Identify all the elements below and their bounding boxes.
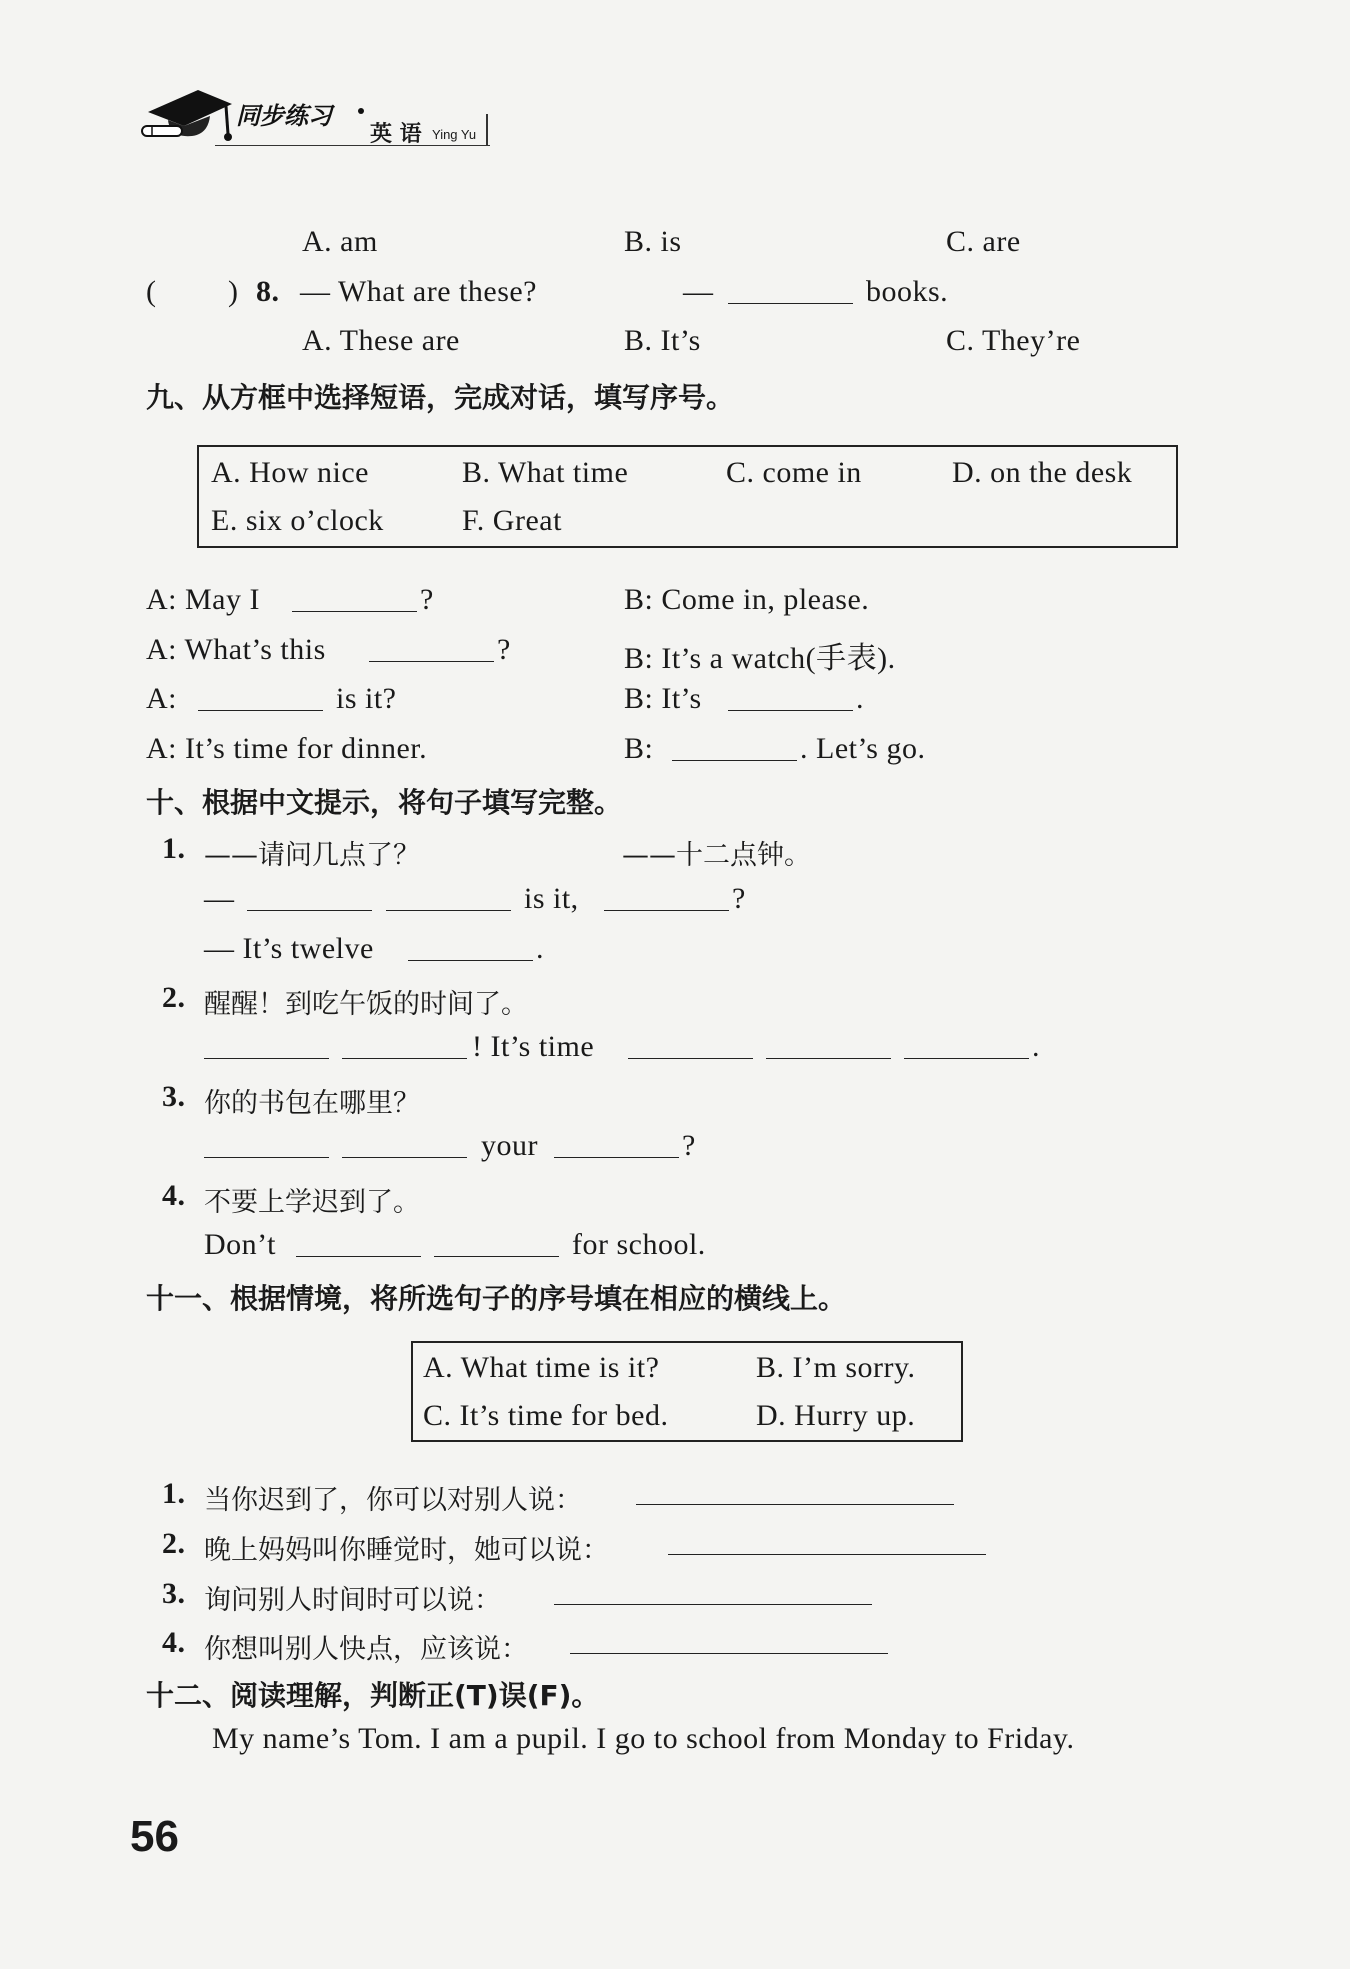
s10-q1-end: ? [732,882,746,915]
s11-item-number: 4. [162,1626,186,1659]
page-number: 56 [130,1812,179,1861]
dialog-blank[interactable] [369,635,494,667]
s10-blank[interactable] [604,884,729,916]
s11-answer-line[interactable] [554,1578,872,1610]
s10-blank[interactable] [342,1032,467,1064]
s10-blank[interactable] [408,934,533,966]
q7-option-c: C. are [946,225,1021,258]
graduation-cap-icon [140,82,236,152]
dialog-b-text: B: [624,732,654,765]
dialog-a-text: A: What’s this [146,633,326,666]
q8-number: 8. [256,275,280,308]
dialog-a-text: A: [146,682,177,715]
s10-blank[interactable] [204,1131,329,1163]
q8-question: — What are these? [300,275,538,308]
header-underline [215,145,490,146]
dialog-b-text: B: It’s [624,682,702,715]
s10-q1-line2: — It’s twelve [204,932,374,965]
s10-blank[interactable] [296,1230,421,1262]
phrase-option: D. on the desk [952,456,1133,489]
dialog-a-text: A: It’s time for dinner. [146,732,428,765]
q7-option-a: A. am [302,225,378,258]
q8-option-c: C. They’re [946,324,1081,357]
dialog-a-end: ? [420,583,434,616]
s10-blank[interactable] [434,1230,559,1262]
q8-paren-open: ( [146,275,157,308]
section9-title: 九、从方框中选择短语，完成对话，填写序号。 [146,381,735,414]
s10-q2-mid: ! It’s time [472,1030,595,1063]
s11-answer-line[interactable] [636,1478,954,1510]
dialog-b-end: . Let’s go. [800,732,926,765]
dialog-a-end: ? [497,633,511,666]
s10-q3-number: 3. [162,1080,186,1113]
s10-q4-start: Don’t [204,1228,276,1261]
header-dot [358,108,364,114]
s11-item-text: 你想叫别人快点，应该说： [204,1634,528,1665]
s11-item-text: 询问别人时间时可以说： [204,1585,501,1616]
s10-q1-prompt: ——请问几点了？ [204,840,420,871]
phrase-option: C. come in [726,456,862,489]
q8-dash: — [683,275,714,308]
subject-label: 英 语 [370,122,422,147]
s11-item-number: 2. [162,1527,186,1560]
section10-title: 十、根据中文提示，将句子填写完整。 [146,786,623,819]
s11-answer-line[interactable] [668,1528,986,1560]
section11-sentence-box [411,1341,963,1442]
s11-item-number: 1. [162,1477,186,1510]
s10-q1-line2-end: . [536,932,544,965]
s11-item-text: 晚上妈妈叫你睡觉时，她可以说： [204,1535,609,1566]
dialog-b-text: B: It’s a watch(手表). [624,642,896,675]
s10-q2-prompt: 醒醒！到吃午饭的时间了。 [204,989,528,1020]
s10-q4-prompt: 不要上学迟到了。 [204,1187,420,1218]
dialog-a-end: is it? [336,682,397,715]
sentence-option: C. It’s time for bed. [423,1399,669,1432]
q8-paren-close: ) [228,275,239,308]
q8-answer-slot[interactable] [164,275,224,309]
s10-q3-mid: your [481,1129,538,1162]
subject-pinyin: Ying Yu [432,127,477,142]
dialog-b-text: B: Come in, please. [624,583,870,616]
s10-q3-end: ? [682,1129,696,1162]
q8-option-a: A. These are [302,324,460,357]
s10-q1-prompt-reply: ——十二点钟。 [622,840,811,871]
s10-q1-dash: — [204,882,235,915]
q8-option-b: B. It’s [624,324,701,357]
phrase-option: F. Great [462,504,562,537]
q8-tail: books. [866,275,949,308]
series-title: 同步练习 [236,102,332,130]
dialog-blank[interactable] [672,734,797,766]
sentence-option: D. Hurry up. [756,1399,916,1432]
dialog-blank[interactable] [198,684,323,716]
q7-option-b: B. is [624,225,682,258]
section11-title: 十一、根据情境，将所选句子的序号填在相应的横线上。 [146,1282,847,1315]
s10-q4-end: for school. [572,1228,706,1261]
s10-q2-end: . [1032,1030,1040,1063]
s10-blank[interactable] [628,1032,753,1064]
dialog-blank[interactable] [292,585,417,617]
s10-q1-number: 1. [162,832,186,865]
s11-answer-line[interactable] [570,1627,888,1659]
header-bracket [486,114,488,146]
dialog-a-text: A: May I [146,583,260,616]
s10-blank[interactable] [342,1131,467,1163]
s10-blank[interactable] [204,1032,329,1064]
s10-q1-mid: is it, [524,882,579,915]
phrase-option: E. six o’clock [211,504,384,537]
sentence-option: A. What time is it? [423,1351,660,1384]
phrase-option: B. What time [462,456,629,489]
s10-blank[interactable] [904,1032,1029,1064]
section9-phrase-box [197,445,1178,548]
s10-blank[interactable] [766,1032,891,1064]
section12-title: 十二、阅读理解，判断正(T)误(F)。 [146,1679,600,1712]
phrase-option: A. How nice [211,456,369,489]
s10-q2-number: 2. [162,981,186,1014]
q8-blank[interactable] [728,277,853,309]
s10-blank[interactable] [554,1131,679,1163]
reading-passage: My name’s Tom. I am a pupil. I go to school from Monday to Friday. [212,1722,1075,1755]
s10-blank[interactable] [247,884,372,916]
s10-q4-number: 4. [162,1179,186,1212]
dialog-b-end: . [856,682,864,715]
s10-blank[interactable] [386,884,511,916]
dialog-blank[interactable] [728,684,853,716]
s10-q3-prompt: 你的书包在哪里？ [204,1088,420,1119]
s11-item-number: 3. [162,1577,186,1610]
sentence-option: B. I’m sorry. [756,1351,916,1384]
s11-item-text: 当你迟到了，你可以对别人说： [204,1485,582,1516]
